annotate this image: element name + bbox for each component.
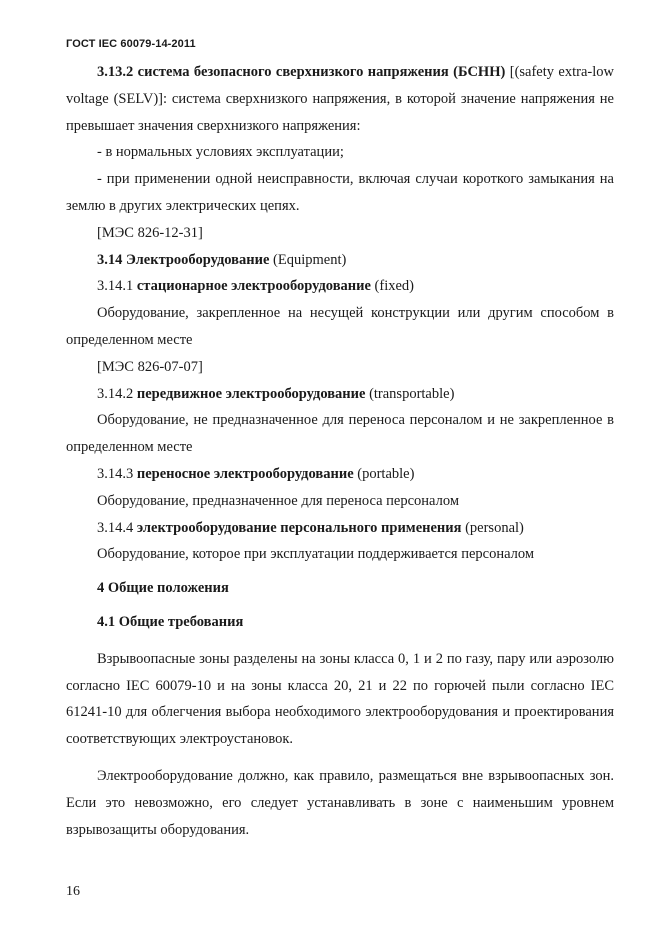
- term-equipment: 3.14 Электрооборудование: [97, 251, 270, 268]
- section-3-14-1: [66, 273, 614, 300]
- term-portable: переносное электрооборудование: [136, 465, 354, 482]
- term-fixed-en: (fixed): [370, 278, 414, 295]
- page-number: 16: [66, 884, 80, 899]
- section-4-heading: 4 Общие положения: [97, 580, 229, 597]
- section-4-1-heading: 4.1 Общие требования: [97, 613, 244, 630]
- section-3-14-3: [66, 461, 614, 488]
- term-fixed: стационарное электрооборудование: [136, 278, 371, 295]
- definition-fixed: Оборудование, закрепленное на несущей конструкции или другим способом в определенном месте: [66, 305, 614, 348]
- definition-selv: [(safety extra-low voltage (SELV)]: система сверхнизкого напряжения, в которой значение напряжения не превышает значения сверхнизкого напряжения:: [66, 64, 614, 134]
- paragraph-equipment-placement: Электрооборудование должно, как правило, размещаться вне взрывоопасных зон. Если это невозможно, его следует устанавливать в зоне с наименьшим уровнем взрывозащиты оборудования.: [66, 767, 614, 838]
- reference-mes-826-07-07: [МЭС 826-07-07]: [97, 358, 203, 375]
- section-number: 3.14.3: [97, 465, 137, 482]
- term-portable-en: (portable): [353, 465, 415, 482]
- list-item-single-fault: - при применении одной неисправности, включая случаи короткого замыкания на землю в других электрических цепях.: [66, 171, 614, 214]
- term-transportable-en: (transportable): [365, 385, 455, 402]
- definition-transportable: Оборудование, не предназначенное для переноса персоналом и не закрепленное в определенном месте: [66, 412, 614, 456]
- section-number: 3.14.1: [97, 278, 137, 295]
- reference-mes-826-12-31: [МЭС 826-12-31]: [97, 224, 203, 241]
- definition-portable: Оборудование, предназначенное для переноса персоналом: [97, 492, 459, 509]
- paragraph-hazardous-zones: Взрывоопасные зоны разделены на зоны класса 0, 1 и 2 по газу, пару или аэрозолю согласно IEC 60079-10 и на зоны класса 20, 21 и 22 по горючей пыли согласно IEC 61241-10 для облегчения выбора необходимого электрооборудования и проектирования соответствующих электроустановок.: [66, 650, 614, 748]
- term-transportable: передвижное электрооборудование: [136, 385, 366, 402]
- section-3-14-2: [66, 381, 614, 408]
- document-header: ГОСТ IEC 60079-14-2011: [66, 38, 196, 50]
- section-3-14-4: [66, 515, 614, 542]
- section-number: 3.14.2: [97, 385, 137, 402]
- section-number: 3.14.4: [97, 519, 137, 536]
- definition-personal: Оборудование, которое при эксплуатации поддерживается персоналом: [97, 546, 535, 563]
- term-equipment-en: (Equipment): [269, 251, 347, 268]
- term-personal: электрооборудование персонального применения: [136, 519, 462, 536]
- term-personal-en: (personal): [461, 519, 524, 536]
- list-item-normal-conditions: - в нормальных условиях эксплуатации;: [97, 144, 344, 161]
- section-3-14: [66, 247, 614, 274]
- page-body: [66, 59, 614, 843]
- term-selv: 3.13.2 система безопасного сверхнизкого напряжения (БСНН): [97, 64, 506, 80]
- section-3-13-2: [66, 59, 614, 139]
